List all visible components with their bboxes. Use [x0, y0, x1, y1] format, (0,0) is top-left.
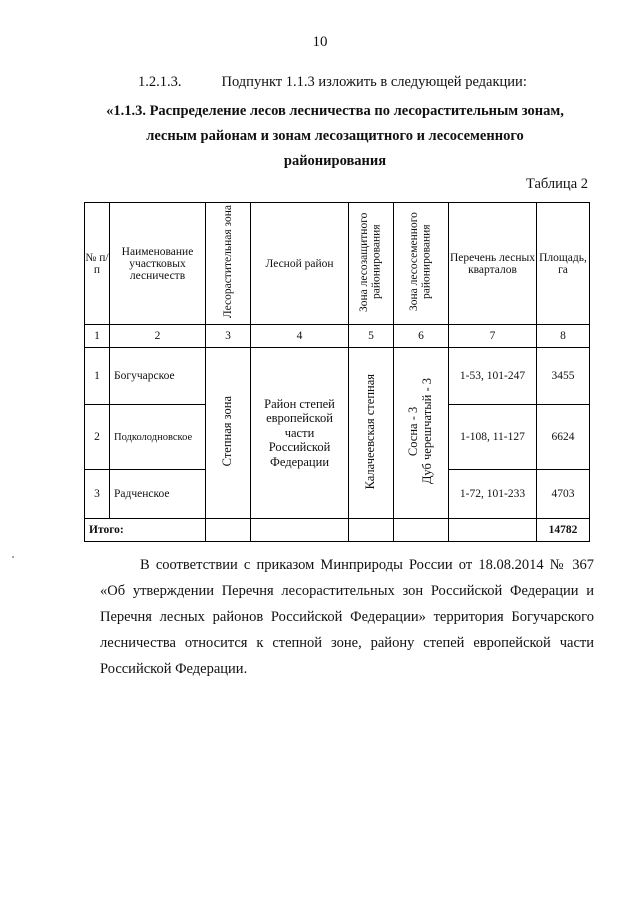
- table-header-row: [85, 203, 590, 325]
- table-caption: Таблица 2: [525, 176, 588, 192]
- column-number: 3: [206, 325, 251, 348]
- page-number: 10: [312, 34, 328, 50]
- empty-cell: [206, 519, 251, 542]
- column-number: 2: [110, 325, 206, 348]
- quarters-list: 1-72, 101-233: [449, 470, 537, 519]
- header-vegetation-zone-text: Лесорастительная зона: [221, 205, 234, 319]
- seed-zone-oak: Дуб черешчатый - 3: [420, 378, 434, 485]
- seed-zone-text: [407, 378, 435, 484]
- header-area: Площадь, га: [537, 203, 590, 325]
- table-row: [85, 348, 590, 405]
- quarters-list: 1-53, 101-247: [449, 348, 537, 405]
- paragraph-line: [138, 74, 527, 91]
- header-forestry-name: Наименование участковых лесничеств: [110, 203, 206, 325]
- column-number: 7: [449, 325, 537, 348]
- protection-zone-text: Калачеевская степная: [363, 373, 378, 490]
- area-value: 4703: [537, 470, 590, 519]
- forest-district-cell: Район степей европейской части Российской Федерации: [251, 348, 349, 519]
- header-quarters: Перечень лесных кварталов: [449, 203, 537, 325]
- header-vegetation-zone: [206, 203, 251, 325]
- empty-cell: [349, 519, 394, 542]
- forestry-name: Богучарское: [110, 348, 206, 405]
- header-protection-zone: [349, 203, 394, 325]
- paragraph-text: Подпункт 1.1.3 изложить в следующей редакции:: [221, 74, 527, 90]
- empty-cell: [449, 519, 537, 542]
- empty-cell: [251, 519, 349, 542]
- heading-line-3: районирования: [283, 153, 387, 169]
- vegetation-zone-cell: [206, 348, 251, 519]
- quarters-list: 1-108, 11-127: [449, 405, 537, 470]
- header-forest-district: Лесной район: [251, 203, 349, 325]
- area-value: 6624: [537, 405, 590, 470]
- empty-cell: [394, 519, 449, 542]
- heading-line-2: лесным районам и зонам лесозащитного и лесосеменного: [146, 128, 524, 144]
- seed-zone-pine: Сосна - 3: [406, 406, 421, 457]
- column-number-row: [85, 325, 590, 348]
- area-value: 3455: [537, 348, 590, 405]
- total-label: Итого:: [85, 519, 206, 542]
- forest-distribution-table: [84, 202, 590, 542]
- total-row: [85, 519, 590, 542]
- column-number: 4: [251, 325, 349, 348]
- forestry-name: Радченское: [110, 470, 206, 519]
- column-number: 5: [349, 325, 394, 348]
- column-number: 1: [85, 325, 110, 348]
- protection-zone-cell: [349, 348, 394, 519]
- header-seed-zone-text: Зона лесосеменного районирования: [408, 212, 433, 312]
- column-number: 6: [394, 325, 449, 348]
- forestry-name: Подколодновское: [110, 405, 206, 470]
- row-number: 3: [85, 470, 110, 519]
- vegetation-zone-text: Степная зона: [220, 396, 235, 467]
- section-heading: [90, 99, 580, 174]
- total-area: 14782: [537, 519, 590, 542]
- header-protection-zone-text: Зона лесозащитного районирования: [358, 212, 383, 312]
- heading-line-1: «1.1.3. Распределение лесов лесничества по лесорастительным зонам,: [106, 103, 564, 119]
- header-seed-zone: [394, 203, 449, 325]
- body-paragraph: В соответствии с приказом Минприроды России от 18.08.2014 № 367 «Об утверждении Перечня лесорастительных зон Российской Федерации и Перечня лесных районов Российской Федерации» территория Богучарского лесничества относится к степной зоне, району степей европейской части Российской Федерации.: [100, 557, 594, 677]
- header-number: № п/п: [85, 203, 110, 325]
- paragraph-number: 1.2.1.3.: [138, 74, 182, 90]
- scan-dot: [12, 556, 14, 558]
- seed-zone-cell: [394, 348, 449, 519]
- column-number: 8: [537, 325, 590, 348]
- row-number: 2: [85, 405, 110, 470]
- row-number: 1: [85, 348, 110, 405]
